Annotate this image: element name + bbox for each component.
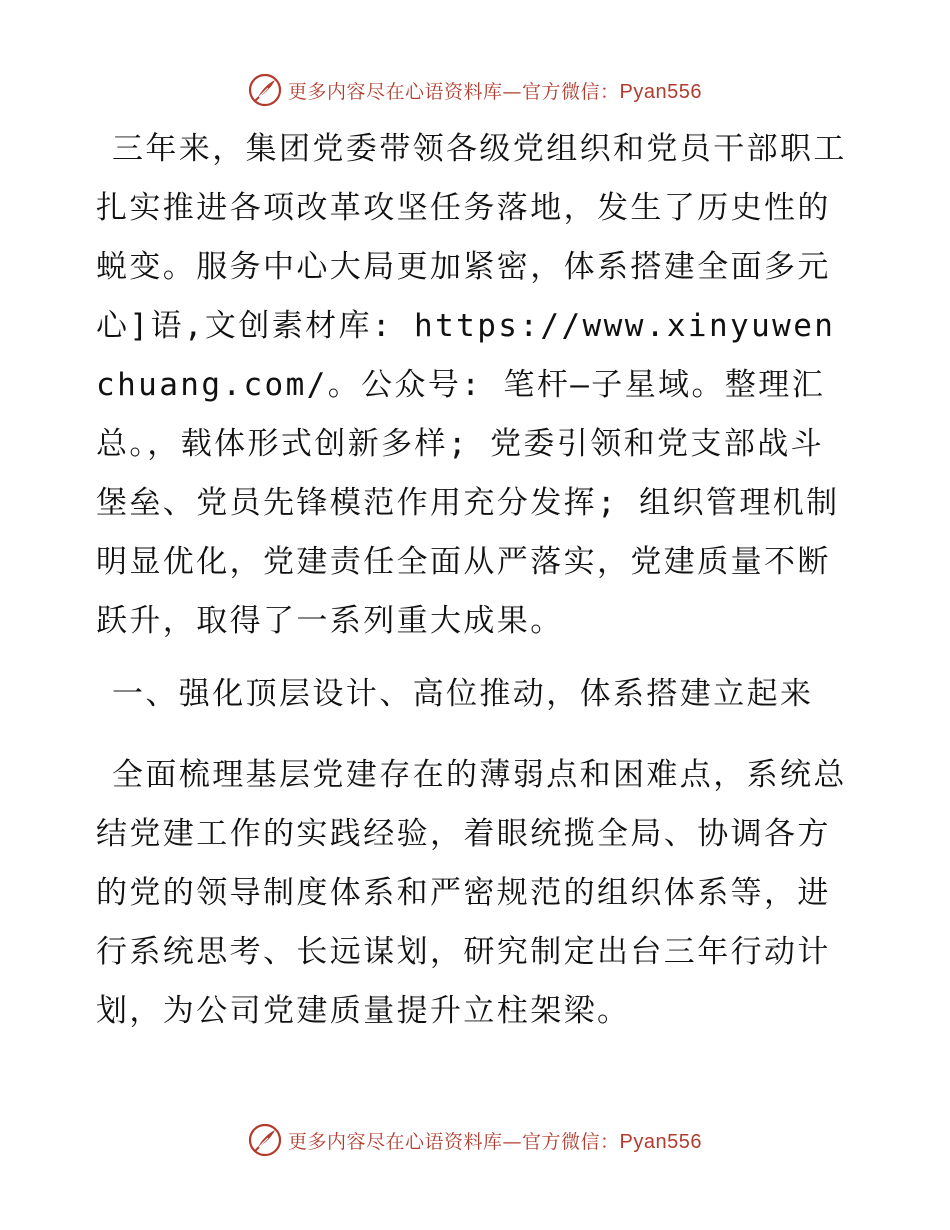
feather-quill-logo-icon <box>248 1123 282 1157</box>
banner-wechat-id: Pyan556 <box>619 80 702 103</box>
banner-slogan: 更多内容尽在心语资料库—官方微信： <box>288 1130 620 1153</box>
section-paragraph: 全面梳理基层党建存在的薄弱点和困难点，系统总结党建工作的实践经验，着眼统揽全局、协调各方的党的领导制度体系和严密规范的组织体系等，进行系统思考、长远谋划，研究制定出台三年行动计划，为公司党建质量提升立柱架梁。 <box>96 757 847 1029</box>
banner-text <box>288 77 702 104</box>
feather-quill-logo-icon <box>248 73 282 107</box>
document-body <box>96 120 856 1055</box>
section-heading: 一、强化顶层设计、高位推动，体系搭建立起来 <box>112 676 814 712</box>
banner-text <box>288 1127 702 1154</box>
footer-banner <box>0 1120 950 1160</box>
banner-wechat-id: Pyan556 <box>619 1130 702 1153</box>
banner-slogan: 更多内容尽在心语资料库—官方微信： <box>288 80 620 103</box>
intro-paragraph: 三年来，集团党委带领各级党组织和党员干部职工扎实推进各项改革攻坚任务落地，发生了历史性的蜕变。服务中心大局更加紧密，体系搭建全面多元心]语,文创素材库: https://www.xinyuwenchuang.com/。公众号: 笔杆—子星域。整理汇总。，载体形式创新多样; 党委引领和党支部战斗堡垒、党员先锋模范作用充分发挥; 组织管理机制明显优化，党建责任全面从严落实，党建质量不断跃升，取得了一系列重大成果。 <box>96 131 847 639</box>
header-banner <box>0 70 950 110</box>
